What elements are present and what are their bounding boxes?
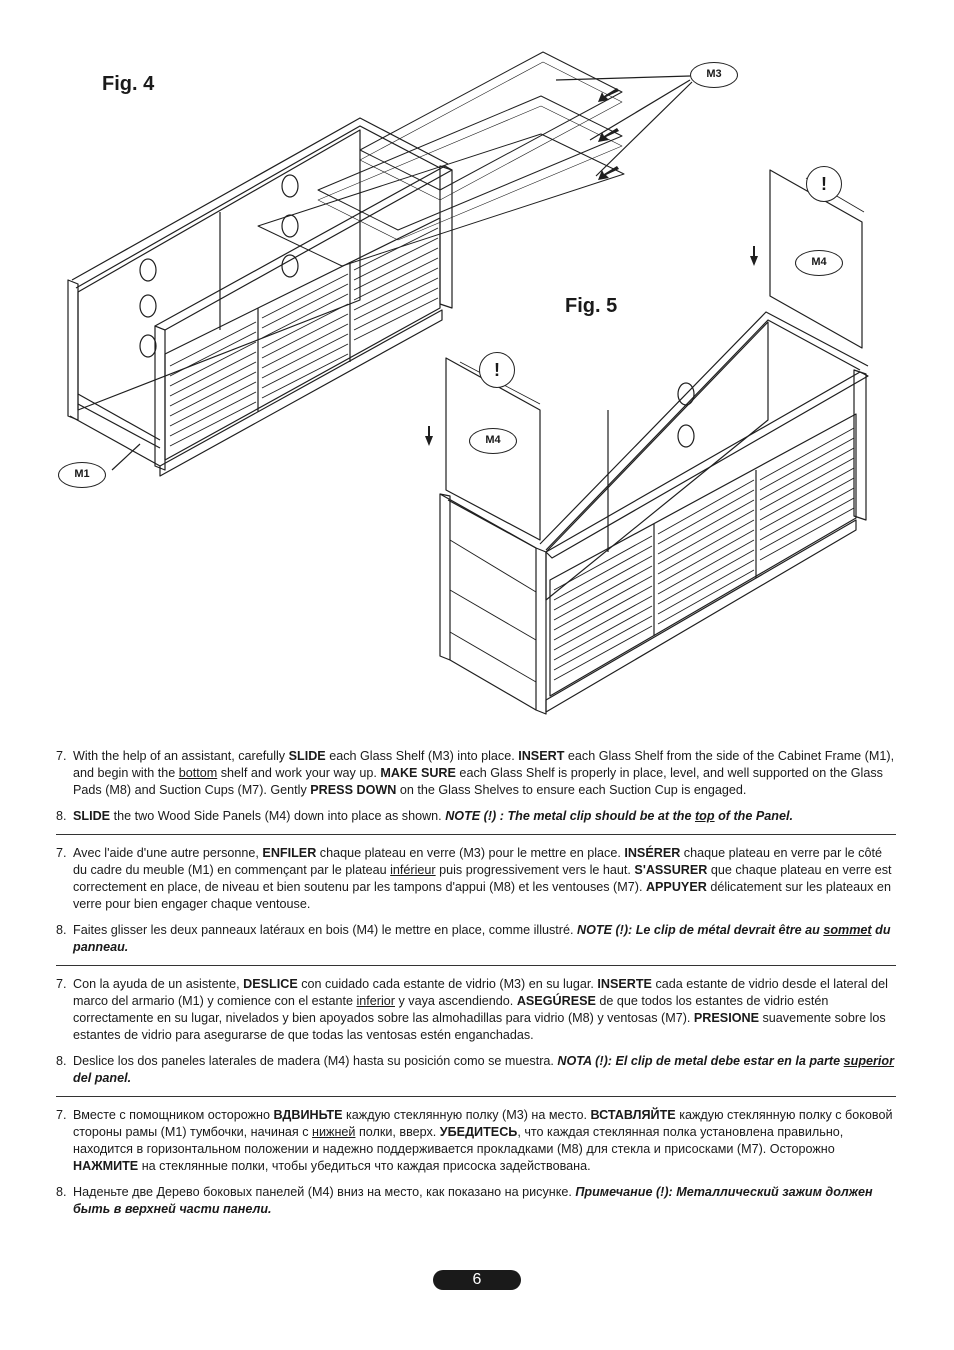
ru-step-7: 7. Вместе с помощником осторожно ВДВИНЬТЕ каждую стеклянную полку (M3) на место. ВСТАВЛЯЙТЕ каждую стеклянную полку с боковой стороны рамы (M1) тумбочки, начиная с нижней полки, вверх. УБЕДИТЕСЬ, что каждая стеклянная полка установлена правильно, находится в горизонтальном положении и надежно поддерживается прокладками (M8) для стекла и присосками (M7). Осторожно НАЖМИТЕ на стеклянные полки, чтобы убедиться что каждая присоска задействована.	[56, 1108, 893, 1173]
divider	[56, 965, 896, 966]
callout-m1: M1	[58, 462, 106, 488]
ru-step-8: 8. Наденьте две Дерево боковых панелей (M4) вниз на место, как показано на рисунке. Примечание (!): Металлический зажим должен быть в верхней части панели.	[56, 1185, 873, 1216]
down-arrows	[425, 246, 758, 446]
callout-m4-left: M4	[469, 428, 517, 454]
warning-mark-right: !	[806, 166, 842, 202]
page-number: 6	[433, 1270, 521, 1290]
section-english	[56, 748, 896, 825]
fr-step-8: 8. Faites glisser les deux panneaux latéraux en bois (M4) le mettre en place, comme illustré. NOTE (!): Le clip de métal devrait être au sommet du panneau.	[56, 923, 891, 954]
fig5-label: Fig. 5	[565, 295, 618, 317]
divider	[56, 1096, 896, 1097]
en-step-7: 7. With the help of an assistant, carefully SLIDE each Glass Shelf (M3) into place. INSERT each Glass Shelf from the side of the Cabinet Frame (M1), and begin with the bottom shelf and work your way up. MAKE SURE each Glass Shelf is properly in place, level, and well supported on the Glass Pads (M8) and Suction Cups (M7). Gently PRESS DOWN on the Glass Shelves to ensure each Suction Cup is engaged.	[56, 749, 895, 797]
instructions	[56, 748, 896, 1227]
glass-shelves	[258, 52, 624, 266]
section-spanish	[56, 976, 896, 1087]
section-french	[56, 845, 896, 956]
fig4-label: Fig. 4	[102, 73, 155, 95]
warning-mark-left: !	[479, 352, 515, 388]
divider	[56, 834, 896, 835]
es-step-7: 7. Con la ayuda de un asistente, DESLICE con cuidado cada estante de vidrio (M3) en su lugar. INSERTE cada estante de vidrio desde el lateral del marco del armario (M1) y comience con el estante inferior y vaya ascendiendo. ASEGÚRESE de que todos los estantes de vidrio estén correctamente en su lugar, nivelados y bien apoyados sobre las almohadillas para vidrio (M8) y ventosas (M7). PRESIONE suavemente sobre los estantes de vidrio para asegurarse de que todas las ventosas estén enganchadas.	[56, 977, 888, 1042]
en-step-8: 8. SLIDE the two Wood Side Panels (M4) down into place as shown. NOTE (!) : The metal clip should be at the top of the Panel.	[56, 809, 793, 823]
fr-step-7: 7. Avec l'aide d'une autre personne, ENFILER chaque plateau en verre (M3) pour le mettre en place. INSÉRER chaque plateau en verre par le côté du cadre du meuble (M1) en commençant par le plateau inférieur puis progressivement vers le haut. S'ASSURER que chaque plateau en verre est correctement en place, de niveau et bien soutenu par les tampons d'appui (M8) et les ventouses (M7). APPUYER délicatement sur les plateaux en verre pour bien engager chaque ventouse.	[56, 846, 892, 911]
fig4-louvers	[170, 228, 438, 446]
fig5-glass-shelves	[450, 540, 536, 682]
callout-m4-right: M4	[795, 250, 843, 276]
callout-m3: M3	[690, 62, 738, 88]
section-russian	[56, 1107, 896, 1218]
es-step-8: 8. Deslice los dos paneles laterales de madera (M4) hasta su posición como se muestra. NOTA (!): El clip de metal debe estar en la parte superior del panel.	[56, 1054, 895, 1085]
